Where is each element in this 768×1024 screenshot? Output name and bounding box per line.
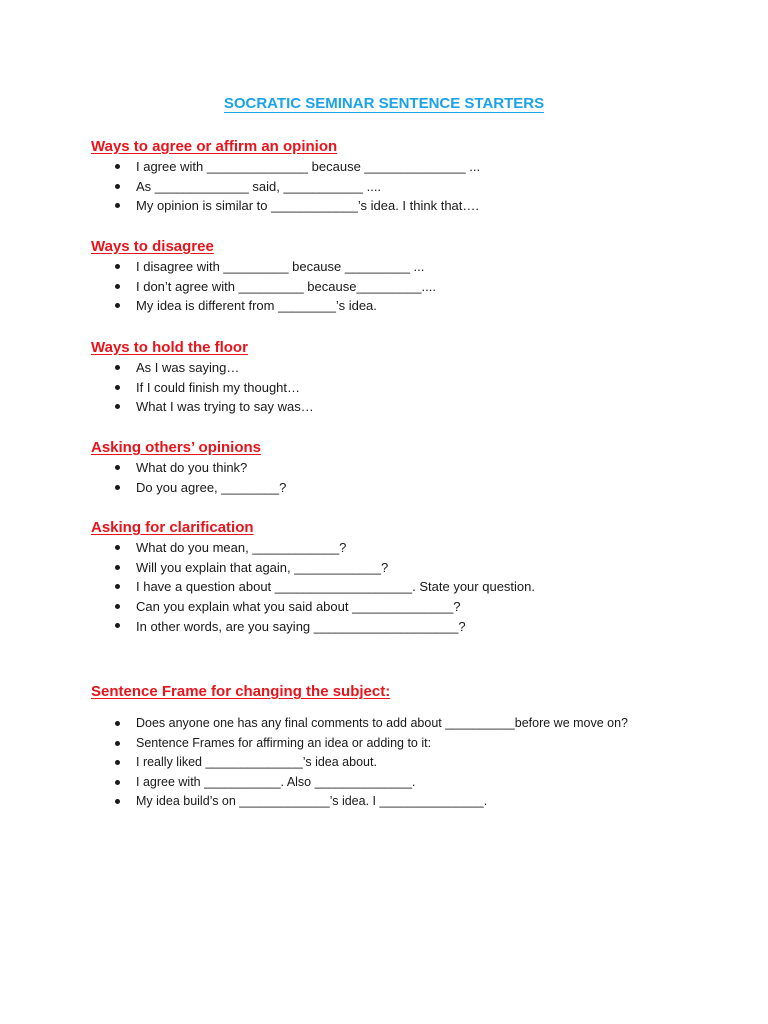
section-heading: Ways to agree or affirm an opinion	[91, 138, 338, 155]
list-item: I disagree with _________ because _________ ...	[91, 257, 731, 277]
section-disagree	[91, 237, 731, 316]
list-item: I agree with ___________. Also ______________.	[91, 773, 731, 793]
list-item: Will you explain that again, ____________?	[91, 558, 731, 578]
document-title	[0, 94, 768, 114]
list-item: What I was trying to say was…	[91, 397, 731, 417]
document-title-text: SOCRATIC SEMINAR SENTENCE STARTERS	[223, 95, 545, 112]
list-item: As I was saying…	[91, 358, 731, 378]
list-item: Do you agree, ________?	[91, 478, 731, 498]
section-clarification	[91, 518, 731, 638]
section-hold-floor	[91, 338, 731, 417]
section-heading: Ways to disagree	[91, 238, 214, 255]
list-item: I don’t agree with _________ because_________....	[91, 277, 731, 297]
sentence-list	[91, 714, 731, 812]
sentence-list	[91, 458, 731, 497]
list-item: I really liked ______________’s idea about.	[91, 753, 731, 773]
list-item: My idea build’s on _____________’s idea. I _______________.	[91, 792, 731, 812]
section-heading: Ways to hold the floor	[91, 339, 248, 356]
section-heading: Asking others’ opinions	[91, 439, 262, 456]
section-others-opinions	[91, 438, 731, 497]
list-item: What do you mean, ____________?	[91, 538, 731, 558]
list-item: Sentence Frames for affirming an idea or adding to it:	[91, 734, 731, 754]
section-changing-subject	[91, 682, 731, 812]
list-item: If I could finish my thought…	[91, 378, 731, 398]
list-item: I agree with ______________ because ______________ ...	[91, 157, 731, 177]
sentence-list	[91, 157, 731, 216]
list-item: My opinion is similar to ____________’s idea. I think that….	[91, 196, 731, 216]
section-agree	[91, 137, 731, 216]
sentence-list	[91, 257, 731, 316]
sentence-list	[91, 358, 731, 417]
list-item: Can you explain what you said about ______________?	[91, 597, 731, 617]
sentence-list	[91, 538, 731, 638]
list-item: As _____________ said, ___________ ....	[91, 177, 731, 197]
list-item: In other words, are you saying ____________________?	[91, 616, 731, 638]
section-heading: Asking for clarification	[91, 519, 254, 536]
list-item: I have a question about ___________________. State your question.	[91, 577, 731, 597]
list-item: My idea is different from ________’s idea.	[91, 296, 731, 316]
list-item: Does anyone one has any final comments to add about __________before we move on?	[91, 714, 731, 734]
section-heading: Sentence Frame for changing the subject:	[91, 683, 391, 700]
list-item: What do you think?	[91, 458, 731, 478]
